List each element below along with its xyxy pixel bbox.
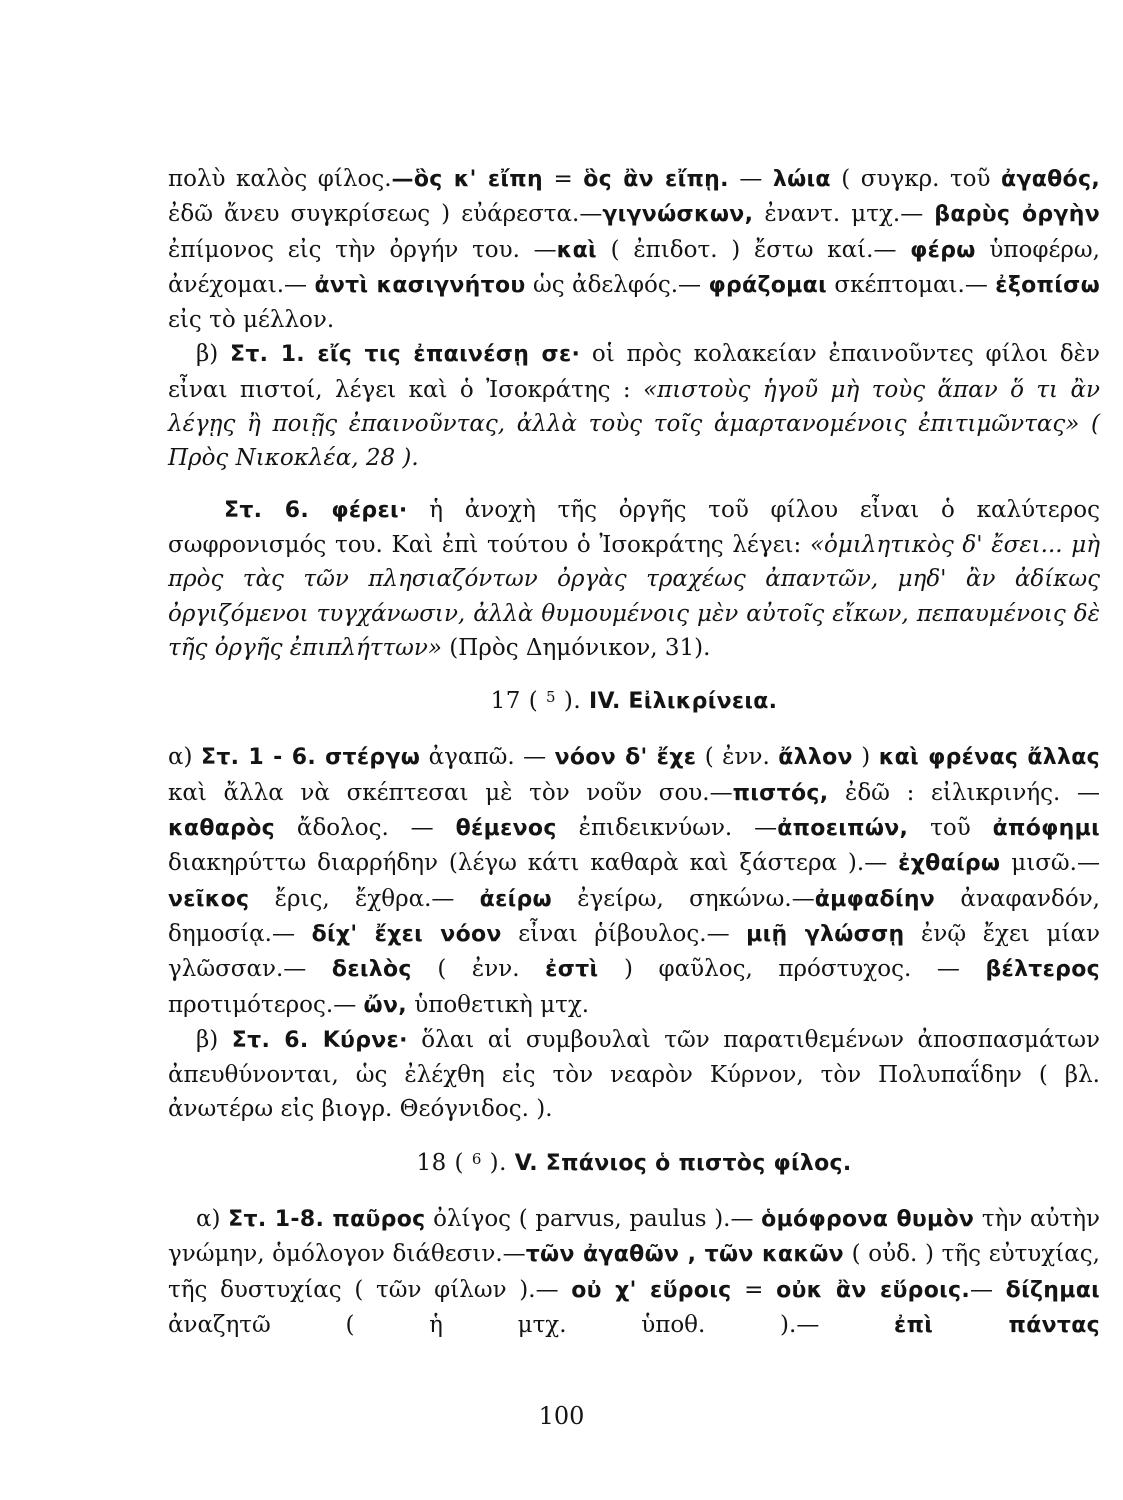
gloss: β) <box>196 341 230 368</box>
lemma: βαρὺς ὀργὴν <box>934 202 1100 228</box>
lemma: ἐξοπίσω <box>995 272 1100 298</box>
lemma: ἀγαθός, <box>1001 167 1100 192</box>
gloss: ἐγείρω, σηκώνω.— <box>551 885 815 912</box>
page-text <box>168 162 1100 1343</box>
gloss: ὀλίγος ( parvus, paulus ).— <box>425 1206 762 1233</box>
gloss: εἰς τὸ μέλλον. <box>168 307 335 334</box>
lemma: ὤν, <box>363 992 407 1018</box>
gloss: α) <box>196 1206 229 1233</box>
gloss: ἀναζητῶ ( ἡ μτχ. ὑποθ. ).— <box>168 1311 895 1338</box>
lemma: μιῇ γλώσσῃ <box>746 921 905 947</box>
lemma: ἐχθαίρω <box>898 851 1001 877</box>
text-paragraph <box>168 337 1100 475</box>
gloss: ( συγκρ. τοῦ <box>830 166 1002 192</box>
gloss: = <box>542 166 584 192</box>
gloss: α) <box>168 744 201 771</box>
gloss: διακηρύττω διαρρήδην (λέγω κάτι καθαρὰ καὶ ξάστερα ).— <box>168 850 899 877</box>
gloss: ἐπιδεικνύων. — <box>556 815 778 842</box>
lemma: τῶν ἀγαθῶν , τῶν κακῶν <box>525 1242 844 1268</box>
lemma: νεῖκος <box>168 886 250 912</box>
lemma: ὃς ἂν εἴπῃ. <box>583 167 729 192</box>
text-paragraph <box>168 1202 1100 1343</box>
gloss: ὡς ἀδελφός.— <box>525 271 709 298</box>
gloss: τοῦ <box>908 815 993 842</box>
lemma: καὶ φρένας ἄλλας <box>878 745 1100 771</box>
gloss: ἀναφανδόν, δημοσίᾳ.— <box>168 885 1100 947</box>
gloss: ὑποφέρω, ἀνέχομαι.— <box>168 236 1100 298</box>
lemma: φέρω <box>910 237 976 263</box>
lemma: Σπάνιος ὁ πιστὸς φίλος. <box>545 1150 852 1176</box>
lemma: οὐκ ἂν εὕροις. <box>776 1277 970 1303</box>
text-paragraph <box>168 162 1100 337</box>
gloss: καὶ ἄλλα νὰ σκέπτεσαι μὲ τὸν νοῦν σου.— <box>168 779 733 806</box>
quotation: «πιστοὺς ἡγοῦ μὴ τοὺς ἅπαν ὅ τι ἂν λέγῃς ἢ ποιῇς ἐπαινοῦντας, ἀλλὰ τοὺς τοῖς ἁμαρτανομένοις ἐπιτιμῶντας» ( Πρὸς Νικοκλέα, 28 ). <box>168 376 1100 472</box>
lemma: δίζημαι <box>1005 1277 1100 1303</box>
lemma: καὶ <box>556 237 597 263</box>
lemma: νόον δ' ἔχε <box>554 745 697 771</box>
gloss: ἐδῶ ἄνευ συγκρίσεως ) εὐάρεστα.— <box>168 201 603 228</box>
gloss: ἐπίμονος εἰς τὴν ὀργήν του. — <box>168 236 557 263</box>
lemma: IV. <box>588 689 621 715</box>
lemma: ἐπὶ πάντας <box>894 1312 1100 1338</box>
gloss: ὅλαι αἱ συμβουλαὶ τῶν παρατιθεμένων ἀποσπασμάτων ἀπευθύνονται, ὡς ἐλέχθη εἰς τὸν νεαρὸν Κύρνον, τὸν Πολυπαΐδην ( βλ. ἀνωτέρω εἰς βιογρ. Θεόγνιδος. ). <box>168 1026 1100 1123</box>
lemma: ἀποειπών, <box>777 816 909 842</box>
gloss: ἐνῷ ἔχει μίαν γλῶσσαν.— <box>168 920 1100 983</box>
gloss: (Πρὸς Δημόνικον, 31). <box>442 634 711 661</box>
lemma: Στ. 6. Κύρνε· <box>231 1027 408 1053</box>
gloss: οἱ πρὸς κολακείαν ἐπαινοῦντες φίλοι δὲν εἶναι πιστοί, λέγει καὶ ὁ Ἰσοκράτης : <box>168 341 1100 403</box>
gloss: — <box>728 166 773 192</box>
lemma: θέμενος <box>455 816 557 842</box>
gloss: πολὺ καλὸς φίλος. <box>168 166 392 192</box>
text-paragraph <box>168 493 1100 665</box>
lemma: ἀείρω <box>479 886 552 912</box>
lemma: δειλὸς <box>331 957 412 983</box>
gloss: ). <box>556 688 589 715</box>
lemma: φράζομαι <box>708 272 827 298</box>
gloss: ἀγαπῶ. — <box>420 744 555 771</box>
section-heading <box>168 1146 1100 1181</box>
gloss: εἶναι ῥίβουλος.— <box>501 920 747 947</box>
lemma: ἀντὶ κασιγνήτου <box>314 272 526 298</box>
lemma: βέλτερος <box>985 957 1100 983</box>
footnote-ref: 5 <box>546 688 557 707</box>
lemma: —ὃς κ' εἴπη <box>391 167 543 192</box>
gloss: ) <box>852 744 879 771</box>
lemma: ἀμφαδίην <box>814 886 936 912</box>
lemma: Στ. 6. φέρει· <box>224 497 408 523</box>
lemma: Στ. 1-8. παῦρος <box>228 1207 426 1233</box>
gloss: ἡ ἀνοχὴ τῆς ὀργῆς τοῦ φίλου εἶναι ὁ καλύτερος σωφρονισμός του. Καὶ ἐπὶ τούτου ὁ Ἰσοκράτης λέγει: <box>168 496 1100 558</box>
text-paragraph <box>168 740 1100 1022</box>
lemma: ἐστὶ <box>545 957 599 983</box>
gloss: ( ἐνν. <box>696 744 779 771</box>
gloss: 17 ( <box>490 688 547 715</box>
lemma: Εἰλικρίνεια. <box>628 689 778 715</box>
gloss: — <box>969 1276 1006 1303</box>
lemma: Στ. 1 - 6. στέργω <box>200 745 421 771</box>
gloss: = <box>731 1276 777 1303</box>
section-heading <box>168 684 1100 719</box>
gloss: ) φαῦλος, πρόστυχος. — <box>598 956 986 983</box>
lemma: γιγνώσκων, <box>602 202 754 228</box>
gloss: ἄδολος. — <box>274 815 456 842</box>
footnote-ref: 6 <box>471 1149 482 1168</box>
page-number: 100 <box>538 1402 585 1430</box>
gloss: ἐναντ. μτχ.— <box>753 201 935 228</box>
gloss: τὴν αὐτὴν γνώμην, ὁμόλογον διάθεσιν.— <box>168 1206 1100 1268</box>
lemma: ὁμόφρονα θυμὸν <box>761 1207 975 1233</box>
gloss: ( ἐπιδοτ. ) ἔστω καί.— <box>596 236 911 263</box>
gloss: ἔρις, ἔχθρα.— <box>249 885 480 912</box>
gloss: μισῶ.— <box>1000 850 1100 877</box>
lemma: πιστός, <box>732 780 829 806</box>
gloss <box>538 1150 546 1176</box>
lemma: V. <box>514 1150 538 1176</box>
text-paragraph <box>168 1023 1100 1127</box>
gloss: ( ἐνν. <box>411 956 546 983</box>
lemma: λώια <box>772 167 831 192</box>
lemma: Στ. 1. εἴς τις ἐπαινέσῃ σε· <box>230 342 581 368</box>
lemma: καθαρὸς <box>168 816 275 842</box>
gloss: ὑποθετικὴ μτχ. <box>406 991 590 1018</box>
gloss: ). <box>481 1149 515 1176</box>
lemma: ἄλλον <box>778 745 853 771</box>
lemma: ἀπόφημι <box>992 816 1100 842</box>
gloss: β) <box>196 1026 232 1053</box>
gloss: ( οὐδ. ) τῆς εὐτυχίας, τῆς δυστυχίας ( τῶν φίλων ).— <box>168 1241 1100 1303</box>
gloss: 18 ( <box>416 1149 472 1176</box>
gloss: σκέπτομαι.— <box>826 271 996 298</box>
lemma: δίχ' ἔχει νόον <box>311 921 502 947</box>
quotation: «ὁμιλητικὸς δ' ἔσει... μὴ πρὸς τὰς τῶν πλησιαζόντων ὀργὰς τραχέως ἀπαντῶν, μηδ' ἂν ἀδίκως ὀργιζόμενοι τυγχάνωσιν, ἀλλὰ θυμουμένοις μὲν αὐτοῖς εἴκων, πεπαυμένοις δὲ τῆς ὀργῆς ἐπιπλήττων» <box>168 531 1100 661</box>
gloss: προτιμότερος.— <box>168 991 364 1018</box>
gloss: ἐδῶ : εἰλικρινής. — <box>828 779 1100 806</box>
lemma: οὐ χ' εὕροις <box>571 1277 732 1303</box>
